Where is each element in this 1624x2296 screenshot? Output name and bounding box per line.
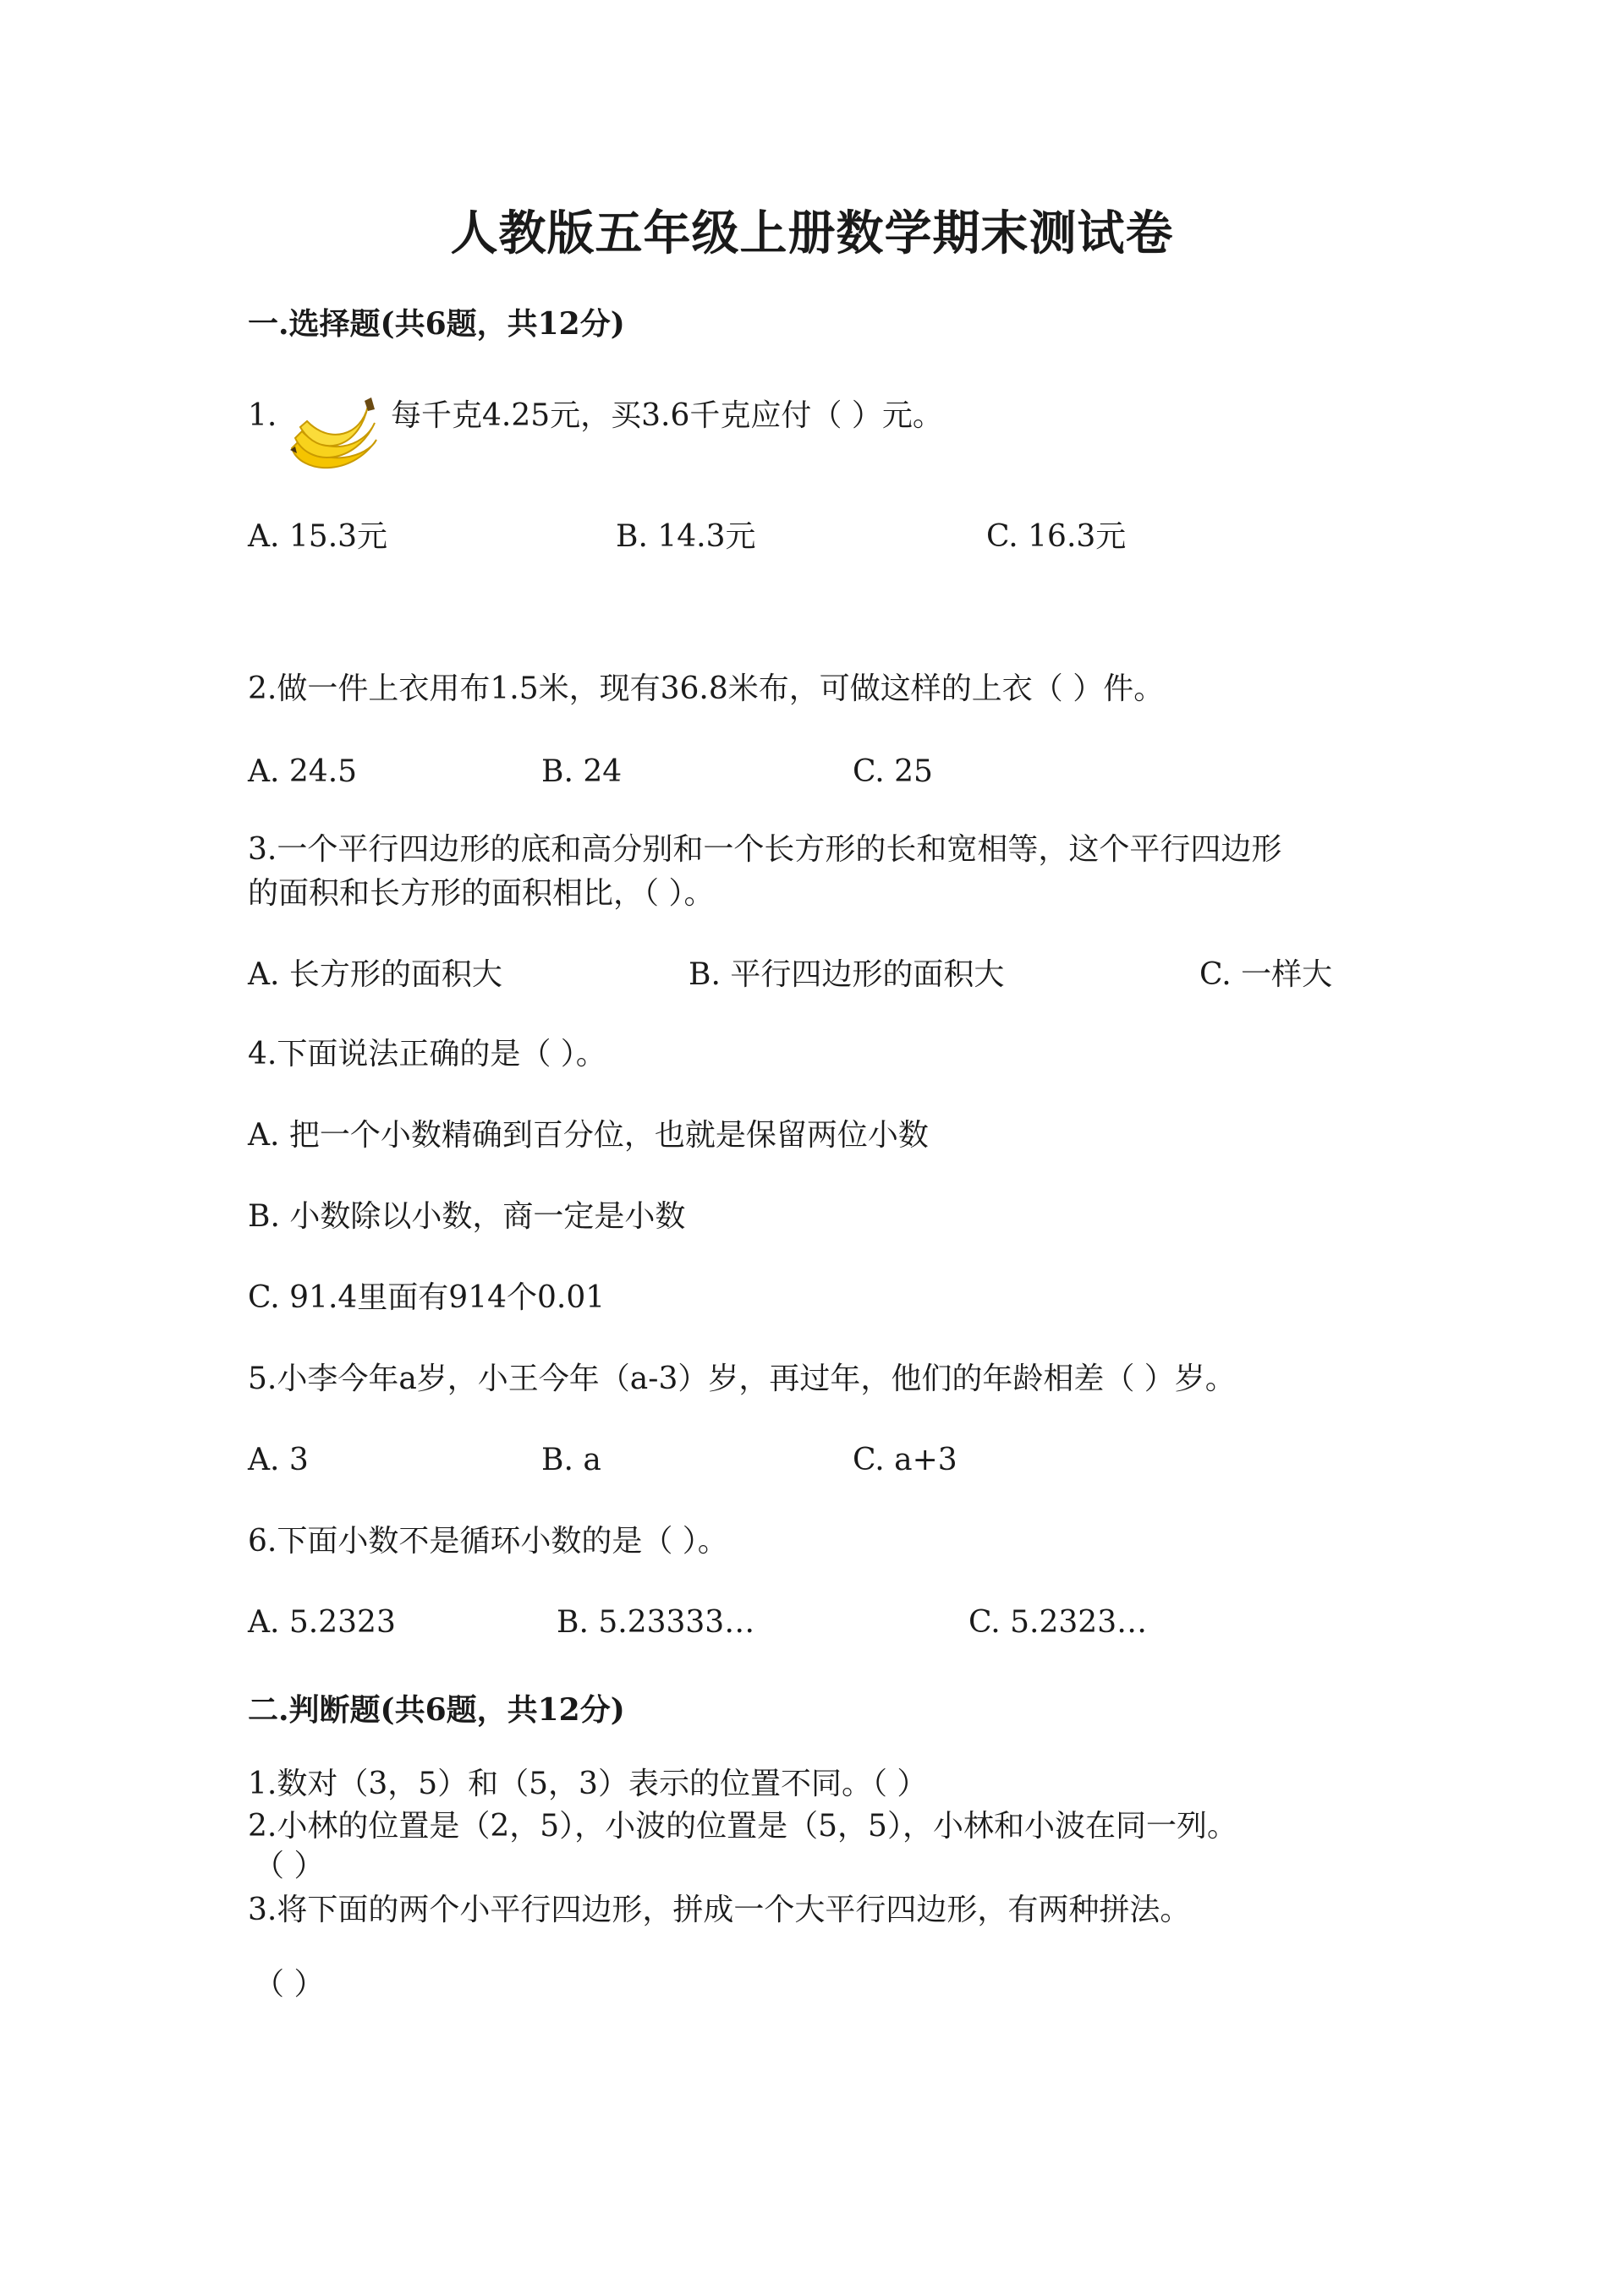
section-heading-choice: 一.选择题(共6题，共12分) (248, 306, 625, 342)
question-2-option-c: C. 25 (853, 754, 933, 789)
question-1-option-a: A. 15.3元 (248, 519, 388, 554)
question-2-option-b: B. 24 (541, 754, 623, 789)
question-5-text: 5.小李今年a岁，小王今年（a-3）岁，再过年，他们的年龄相差（ ）岁。 (248, 1362, 1236, 1396)
question-2-option-a: A. 24.5 (248, 754, 358, 789)
question-5-option-b: B. a (541, 1443, 601, 1477)
question-6-option-c: C. 5.2323… (968, 1605, 1148, 1640)
judgment-3-text: 3.将下面的两个小平行四边形，拼成一个大平行四边形，有两种拼法。 (248, 1893, 1191, 1927)
question-3-option-c: C. 一样大 (1199, 957, 1333, 992)
question-5-option-c: C. a+3 (853, 1443, 957, 1477)
question-1-number: 1. (248, 398, 277, 433)
question-1-text: 每千克4.25元，买3.6千克应付（ ）元。 (391, 398, 943, 433)
question-5-option-a: A. 3 (248, 1443, 309, 1477)
judgment-2-answer: （ ） (254, 1849, 325, 1883)
question-6-option-b: B. 5.23333… (557, 1605, 755, 1640)
judgment-1-text: 1.数对（3，5）和（5，3）表示的位置不同。（ ） (248, 1767, 928, 1801)
question-4-option-c: C. 91.4里面有914个0.01 (248, 1280, 606, 1315)
question-6-text: 6.下面小数不是循环小数的是（ ）。 (248, 1524, 728, 1559)
question-4-option-a: A. 把一个小数精确到百分位，也就是保留两位小数 (248, 1118, 929, 1153)
question-3-option-b: B. 平行四边形的面积大 (689, 957, 1005, 992)
question-1-option-c: C. 16.3元 (986, 519, 1127, 554)
question-2-text: 2.做一件上衣用布1.5米，现有36.8米布，可做这样的上衣（ ）件。 (248, 671, 1165, 706)
banana-image (283, 389, 385, 482)
page-title: 人教版五年级上册数学期末测试卷 (450, 205, 1174, 261)
question-4-option-b: B. 小数除以小数，商一定是小数 (248, 1199, 686, 1234)
question-1-option-b: B. 14.3元 (616, 519, 756, 554)
question-3-line-2: 的面积和长方形的面积相比，（ ）。 (248, 876, 715, 911)
question-3-line-1: 3.一个平行四边形的底和高分别和一个长方形的长和宽相等，这个平行四边形 (248, 832, 1282, 867)
question-6-option-a: A. 5.2323 (248, 1605, 396, 1640)
question-4-text: 4.下面说法正确的是（ ）。 (248, 1037, 606, 1071)
judgment-3-answer: （ ） (254, 1967, 325, 2002)
question-3-option-a: A. 长方形的面积大 (248, 957, 502, 992)
judgment-2-line-1: 2.小林的位置是（2，5），小波的位置是（5，5），小林和小波在同一列。 (248, 1809, 1237, 1844)
section-heading-judgment: 二.判断题(共6题，共12分) (248, 1692, 625, 1728)
